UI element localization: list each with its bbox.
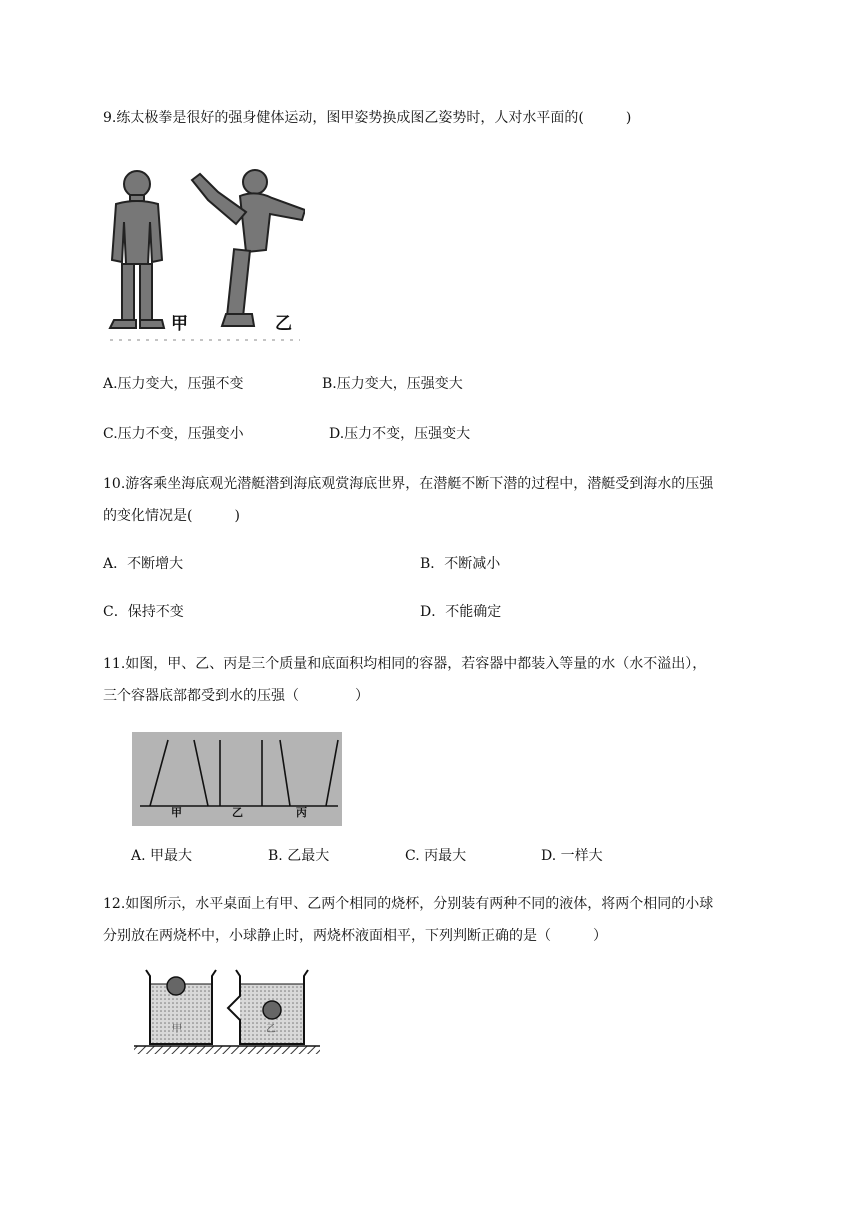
q10-option-d: D．不能确定 — [420, 604, 502, 620]
q11-label-jia: 甲 — [171, 806, 182, 819]
q9-option-b: B.压力变大，压强变大 — [322, 376, 463, 392]
q11-option-c: C. 丙最大 — [405, 848, 467, 864]
q9-label-yi: 乙 — [275, 314, 292, 334]
q10-option-c: C．保持不变 — [103, 604, 184, 620]
q11-label-bing: 丙 — [296, 806, 307, 819]
q11-option-d: D. 一样大 — [541, 848, 603, 864]
q11-option-b: B. 乙最大 — [268, 848, 330, 864]
q9-stem: 9.练太极拳是很好的强身健体运动，图甲姿势换成图乙姿势时，人对水平面的( ) — [103, 110, 632, 126]
q12-label-yi: 乙 — [266, 1024, 276, 1035]
q11-option-a: A. 甲最大 — [131, 848, 193, 864]
q12-stem-line2: 分别放在两烧杯中，小球静止时，两烧杯液面相平，下列判断正确的是（ ） — [103, 928, 607, 944]
q9-option-c: C.压力不变，压强变小 — [103, 426, 244, 442]
q9-option-a: A.压力变大，压强不变 — [103, 376, 244, 392]
q12-label-jia: 甲 — [172, 1024, 182, 1035]
q11-label-yi: 乙 — [232, 806, 243, 819]
q9-option-d: D.压力不变，压强变大 — [329, 426, 471, 442]
q12-stem-line1: 12.如图所示，水平桌面上有甲、乙两个相同的烧杯，分别装有两种不同的液体，将两个相同的小球 — [103, 896, 714, 912]
q10-option-b: B．不断减小 — [420, 556, 501, 572]
q10-option-a: A．不断增大 — [103, 556, 184, 572]
q10-stem-line1: 10.游客乘坐海底观光潜艇潜到海底观赏海底世界，在潜艇不断下潜的过程中，潜艇受到海水的压强 — [103, 476, 714, 492]
q12-beakers-figure — [132, 966, 322, 1058]
q11-stem-line1: 11.如图，甲、乙、丙是三个质量和底面积均相同的容器，若容器中都装入等量的水（水不溢出）， — [103, 656, 707, 672]
q9-label-jia: 甲 — [171, 314, 188, 334]
q10-stem-line2: 的变化情况是( ) — [103, 508, 240, 524]
q11-stem-line2: 三个容器底部都受到水的压强（ ） — [103, 688, 369, 704]
